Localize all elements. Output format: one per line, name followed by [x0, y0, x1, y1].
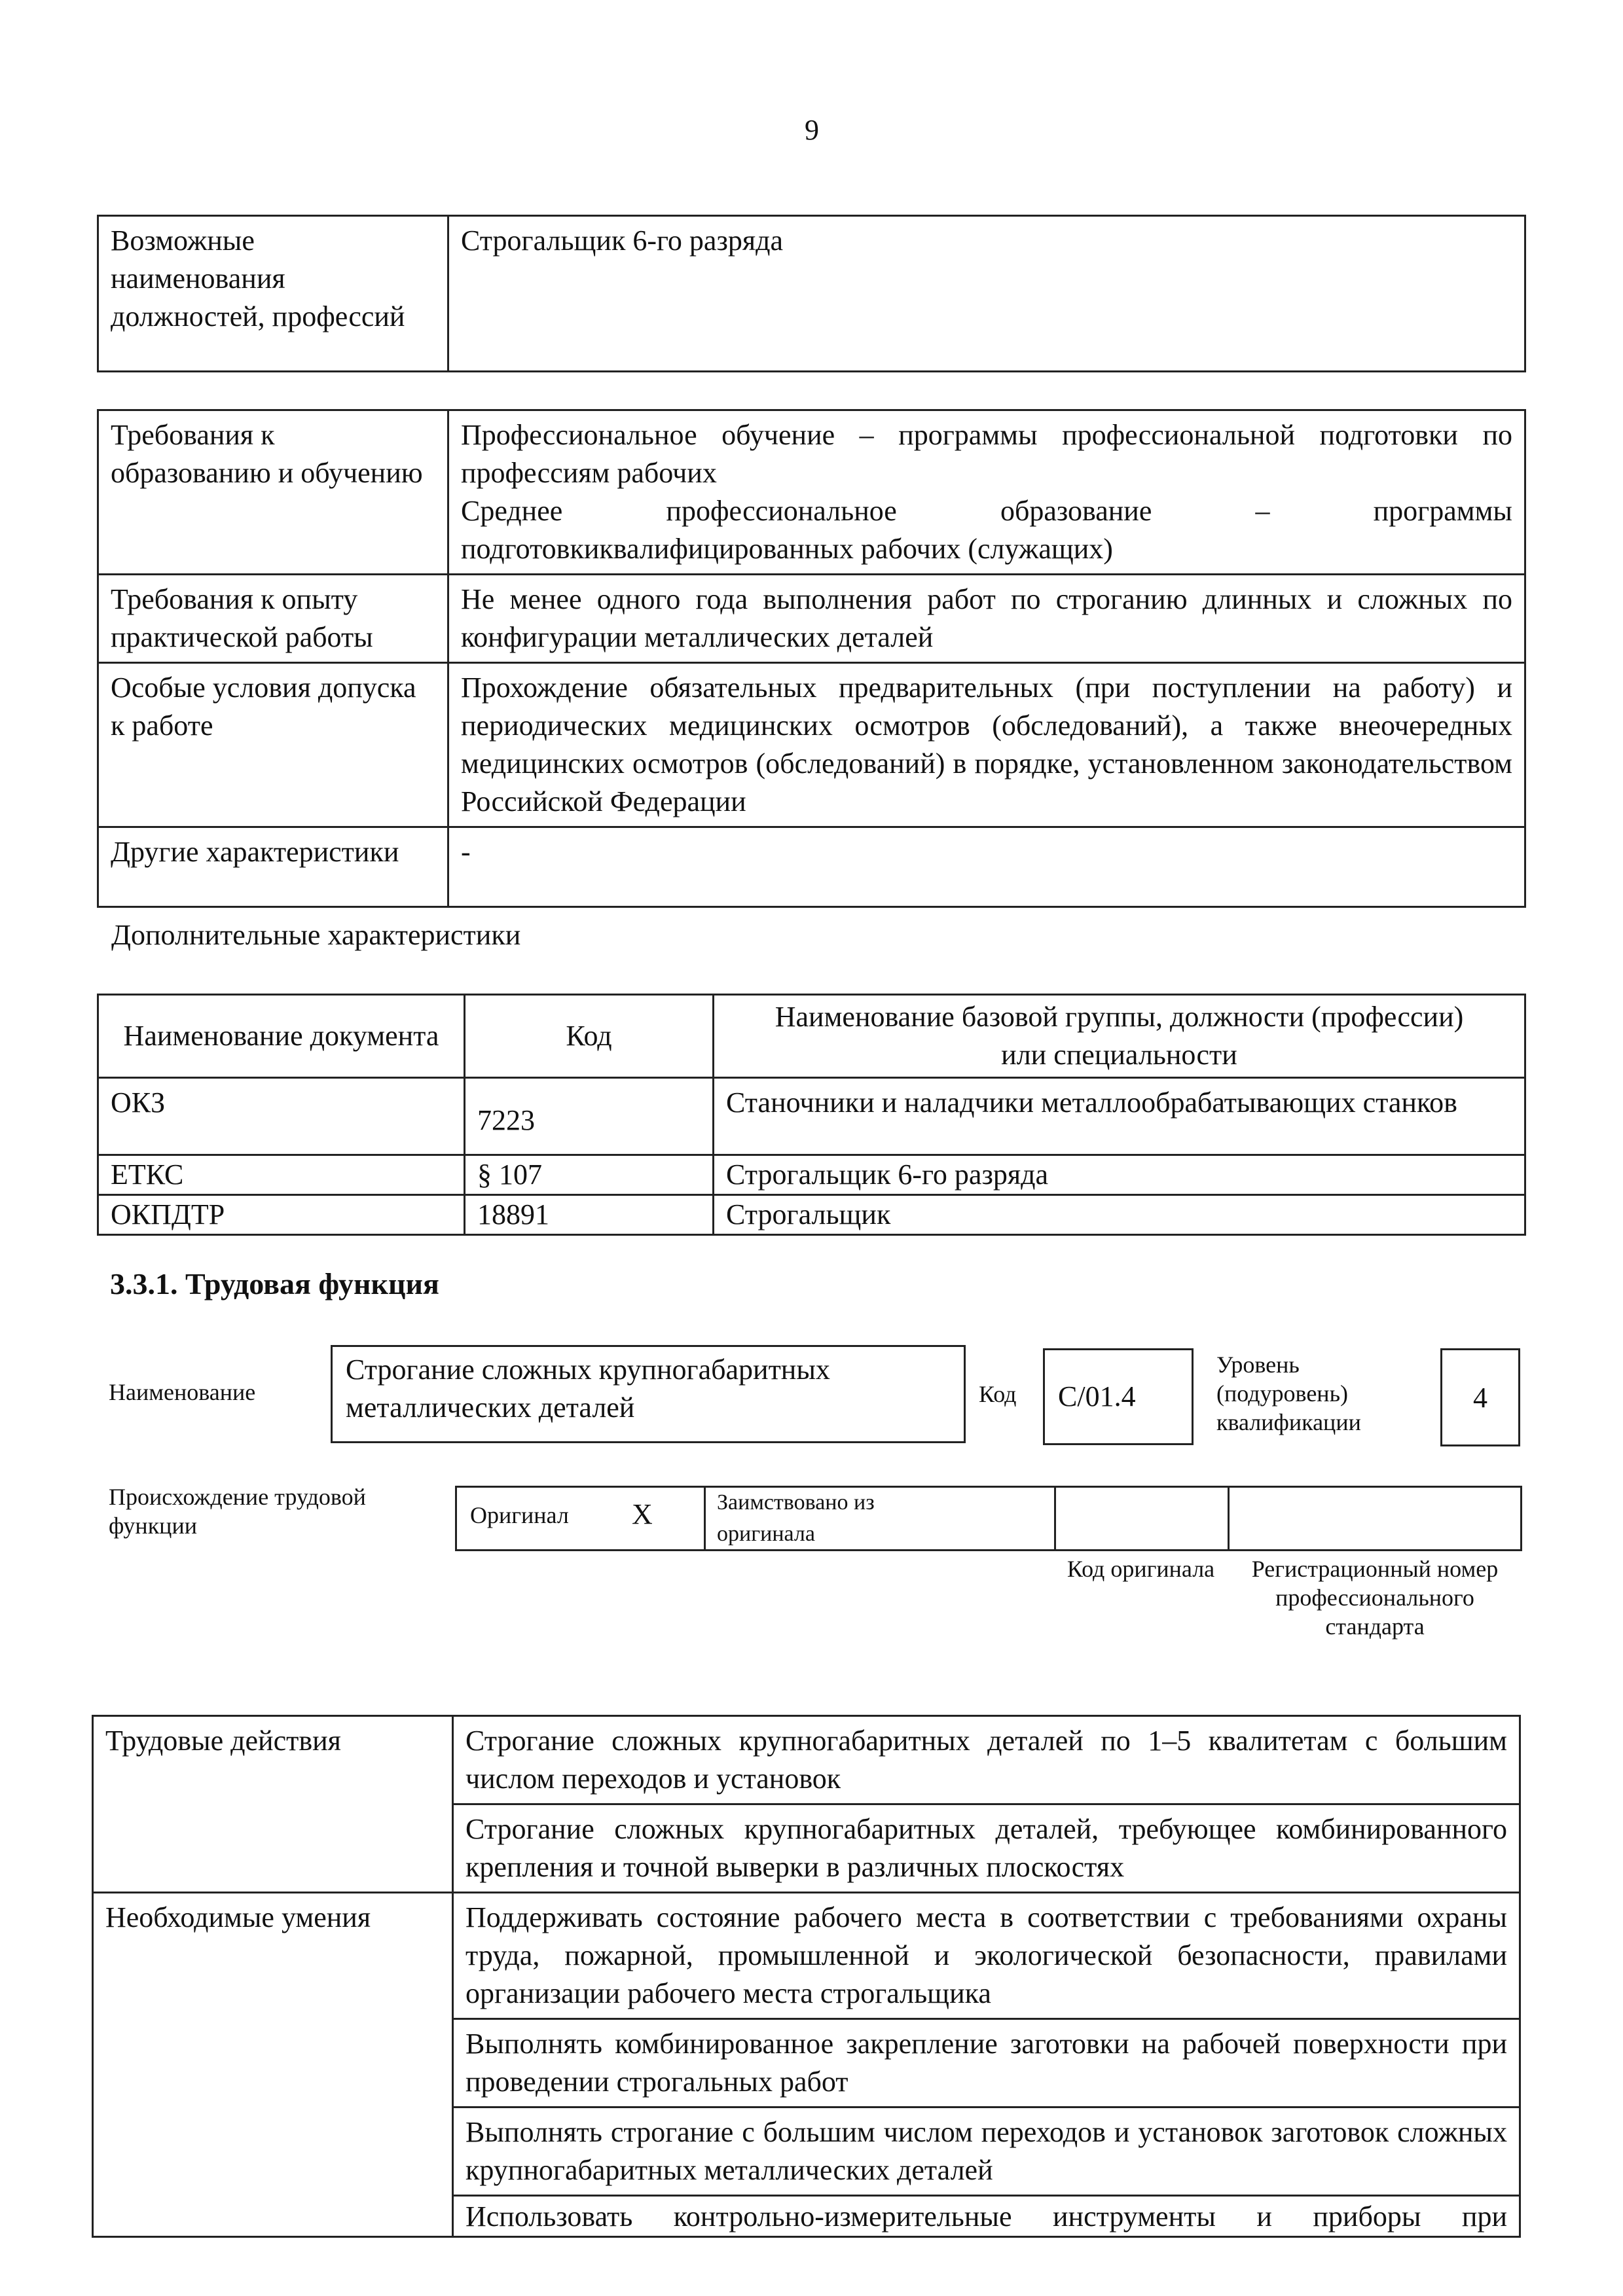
skill-item: Использовать контрольно-измерительные инструменты и приборы при: [453, 2196, 1520, 2237]
skill-item: Поддерживать состояние рабочего места в соответствии с требованиями охраны труда, пожарной, промышленной и экологической безопасности, правилами организации рабочего места строгальщика: [453, 1893, 1520, 2019]
original-label: Оригинал: [470, 1502, 569, 1528]
table-row-okpdtr-doc: ОКПДТР: [98, 1195, 465, 1235]
origin-label: Происхождение трудовой функции: [109, 1484, 366, 1539]
req-education-value: Профессиональное обучение – программы профессиональной подготовки по профессиям рабочих Среднее профессиональное образование – программы подготовкиквалифицированных рабочих (служащих): [448, 410, 1525, 575]
req-other-label: Другие характеристики: [98, 827, 448, 907]
reg-number-caption: Регистрационный номер профессионального стандарта: [1251, 1556, 1499, 1640]
table-row-etks-doc: ЕТКС: [98, 1155, 465, 1195]
table-row-etks-code: § 107: [465, 1155, 714, 1195]
additional-heading: Дополнительные характеристики: [111, 919, 521, 951]
header-group: Наименование базовой группы, должности (профессии) или специальности: [714, 995, 1525, 1078]
actions-label: Трудовые действия: [93, 1716, 453, 1893]
req-other-value: -: [448, 827, 1525, 907]
action-item: Строгание сложных крупногабаритных деталей по 1–5 квалитетам с большим числом переходов и установок: [453, 1716, 1520, 1804]
table-row-okz-doc: ОКЗ: [98, 1078, 465, 1155]
borrowed-label: Заимствовано из оригинала: [717, 1490, 875, 1546]
header-code: Код: [465, 995, 714, 1078]
positions-table: [97, 215, 1526, 372]
skill-item: Выполнять строгание с большим числом переходов и установок заготовок сложных крупногабаритных металлических деталей: [453, 2108, 1520, 2196]
table-row-okpdtr-name: Строгальщик: [714, 1195, 1525, 1235]
function-name-box: Строгание сложных крупногабаритных металлических деталей: [331, 1345, 966, 1443]
table-row-okz-code: 7223: [465, 1078, 714, 1155]
table-row-okpdtr-code: 18891: [465, 1195, 714, 1235]
skills-label: Необходимые умения: [93, 1893, 453, 2237]
code-label: Код: [979, 1381, 1017, 1407]
name-label: Наименование: [109, 1379, 256, 1405]
header-document: Наименование документа: [98, 995, 465, 1078]
req-special-label: Особые условия допуска к работе: [98, 663, 448, 827]
code-original-caption: Код оригинала: [1067, 1556, 1215, 1582]
function-code-box: С/01.4: [1043, 1348, 1194, 1445]
skill-item: Выполнять комбинированное закрепление заготовки на рабочей поверхности при проведении строгальных работ: [453, 2019, 1520, 2108]
positions-value: Строгальщик 6-го разряда: [448, 216, 1525, 372]
action-item: Строгание сложных крупногабаритных деталей, требующее комбинированного крепления и точной выверки в различных плоскостях: [453, 1804, 1520, 1893]
function-heading: 3.3.1. Трудовая функция: [110, 1267, 439, 1300]
activities-table: [92, 1715, 1521, 2238]
requirements-table: [97, 409, 1526, 908]
level-label: Уровень (подуровень) квалификации: [1216, 1352, 1361, 1435]
page-number: 9: [805, 114, 819, 146]
req-education-label: Требования к образованию и обучению: [98, 410, 448, 575]
positions-label: Возможные наименования должностей, профессий: [98, 216, 448, 372]
additional-table: [97, 994, 1526, 1236]
req-experience-label: Требования к опыту практической работы: [98, 575, 448, 663]
req-special-value: Прохождение обязательных предварительных (при поступлении на работу) и периодических медицинских осмотров (обследований), а также внеочередных медицинских осмотров (обследований) в порядке, установленном законодательством Российской Федерации: [448, 663, 1525, 827]
table-row-okz-name: Станочники и наладчики металлообрабатывающих станков: [714, 1078, 1525, 1155]
req-experience-value: Не менее одного года выполнения работ по строганию длинных и сложных по конфигурации металлических деталей: [448, 575, 1525, 663]
table-row-etks-name: Строгальщик 6-го разряда: [714, 1155, 1525, 1195]
level-value-box: 4: [1440, 1348, 1520, 1446]
origin-table: [455, 1486, 1522, 1551]
original-mark: X: [632, 1498, 653, 1530]
